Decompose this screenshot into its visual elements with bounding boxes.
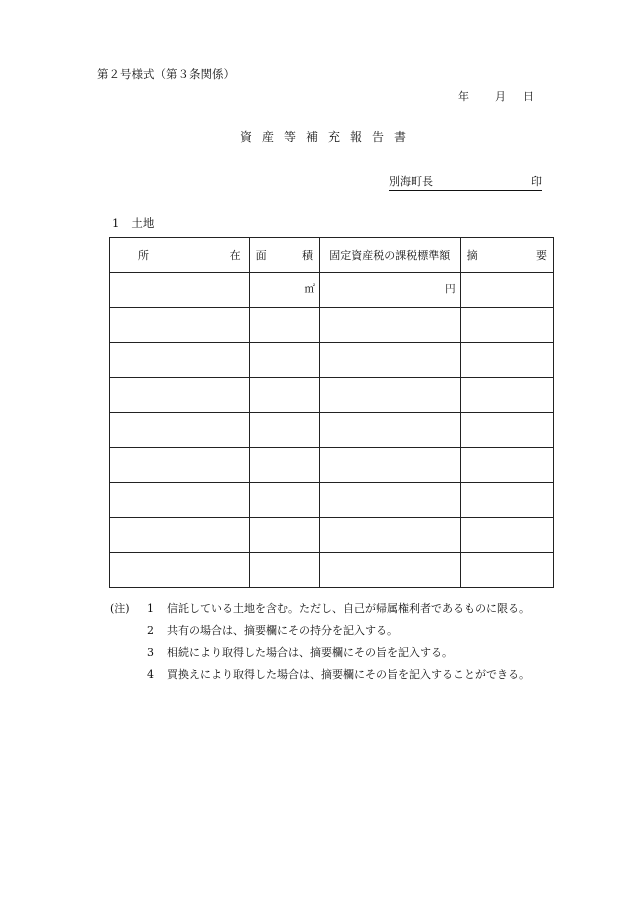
cell-tax-base[interactable]: [319, 378, 460, 413]
date-line: [458, 88, 534, 104]
cell-location[interactable]: [110, 448, 250, 483]
header-area: [249, 238, 319, 273]
cell-remarks[interactable]: [460, 553, 553, 588]
cell-location[interactable]: [110, 343, 250, 378]
cell-location[interactable]: [110, 273, 250, 308]
land-table: [109, 237, 554, 588]
header-area-b: 積: [301, 249, 313, 262]
cell-remarks[interactable]: [460, 308, 553, 343]
note-item: [110, 642, 530, 664]
cell-area[interactable]: [249, 308, 319, 343]
header-remarks-b: 要: [536, 249, 547, 262]
cell-location[interactable]: [110, 518, 250, 553]
cell-remarks[interactable]: [460, 518, 553, 553]
cell-area[interactable]: [249, 273, 319, 308]
cell-remarks[interactable]: [460, 413, 553, 448]
date-day-label: 日: [523, 90, 534, 103]
note-text: 相続により取得した場合は、摘要欄にその旨を記入する。: [167, 646, 453, 659]
cell-location[interactable]: [110, 378, 250, 413]
unit-square-meter: ㎡: [304, 283, 315, 295]
header-location: [110, 238, 250, 273]
section-title: 土地: [131, 216, 155, 230]
seal-mark: 印: [531, 175, 542, 188]
cell-area[interactable]: [249, 518, 319, 553]
cell-area[interactable]: [249, 343, 319, 378]
header-tax-base: 固定資産税の課税標準額: [319, 238, 460, 273]
note-prefix: [110, 620, 147, 642]
cell-area[interactable]: [249, 483, 319, 518]
table-row: [110, 343, 554, 378]
table-row: [110, 483, 554, 518]
cell-area[interactable]: [249, 553, 319, 588]
note-item: [110, 620, 530, 642]
cell-remarks[interactable]: [460, 343, 553, 378]
document-title: 資産等補充報告書: [240, 130, 417, 144]
note-prefix: [110, 664, 147, 686]
cell-remarks[interactable]: [460, 448, 553, 483]
cell-tax-base[interactable]: [319, 553, 460, 588]
cell-location[interactable]: [110, 553, 250, 588]
table-row: [110, 448, 554, 483]
note-number: 1: [147, 602, 154, 615]
cell-tax-base[interactable]: [319, 483, 460, 518]
note-prefix: (注): [110, 602, 130, 615]
cell-remarks[interactable]: [460, 378, 553, 413]
cell-area[interactable]: [249, 448, 319, 483]
cell-location[interactable]: [110, 308, 250, 343]
header-remarks-a: 摘: [466, 249, 478, 262]
cell-remarks[interactable]: [460, 483, 553, 518]
date-year-label: 年: [458, 90, 469, 103]
header-area-a: 面: [255, 249, 267, 262]
unit-yen: 円: [445, 283, 456, 295]
cell-location[interactable]: [110, 483, 250, 518]
cell-area[interactable]: [249, 378, 319, 413]
cell-tax-base[interactable]: [319, 448, 460, 483]
notes-section: [110, 598, 530, 686]
cell-area[interactable]: [249, 413, 319, 448]
table-header-row: [110, 238, 554, 273]
form-number: 第２号様式（第３条関係）: [97, 67, 235, 81]
note-text: 共有の場合は、摘要欄にその持分を記入する。: [167, 624, 398, 637]
cell-remarks[interactable]: [460, 273, 553, 308]
section-number: 1: [112, 216, 120, 230]
table-row: [110, 553, 554, 588]
cell-tax-base[interactable]: [319, 308, 460, 343]
cell-tax-base[interactable]: [319, 273, 460, 308]
table-row: [110, 308, 554, 343]
addressee-label: 別海町長: [389, 175, 433, 188]
section-heading: [112, 215, 154, 231]
note-text: 信託している土地を含む。ただし、自己が帰属権利者であるものに限る。: [167, 602, 530, 615]
table-row: [110, 518, 554, 553]
note-item: [110, 598, 530, 620]
header-location-b: 在: [229, 249, 241, 262]
note-prefix: [110, 642, 147, 664]
note-text: 買換えにより取得した場合は、摘要欄にその旨を記入することができる。: [167, 668, 530, 681]
note-number: 3: [147, 646, 154, 659]
addressee-line: [389, 173, 542, 191]
note-number: 2: [147, 624, 154, 637]
cell-tax-base[interactable]: [319, 518, 460, 553]
cell-tax-base[interactable]: [319, 413, 460, 448]
note-item: [110, 664, 530, 686]
date-month-label: 月: [495, 90, 506, 103]
table-row: [110, 273, 554, 308]
header-remarks: [460, 238, 553, 273]
table-row: [110, 413, 554, 448]
header-location-a: 所: [138, 249, 149, 262]
table-row: [110, 378, 554, 413]
cell-tax-base[interactable]: [319, 343, 460, 378]
note-number: 4: [147, 668, 154, 681]
cell-location[interactable]: [110, 413, 250, 448]
